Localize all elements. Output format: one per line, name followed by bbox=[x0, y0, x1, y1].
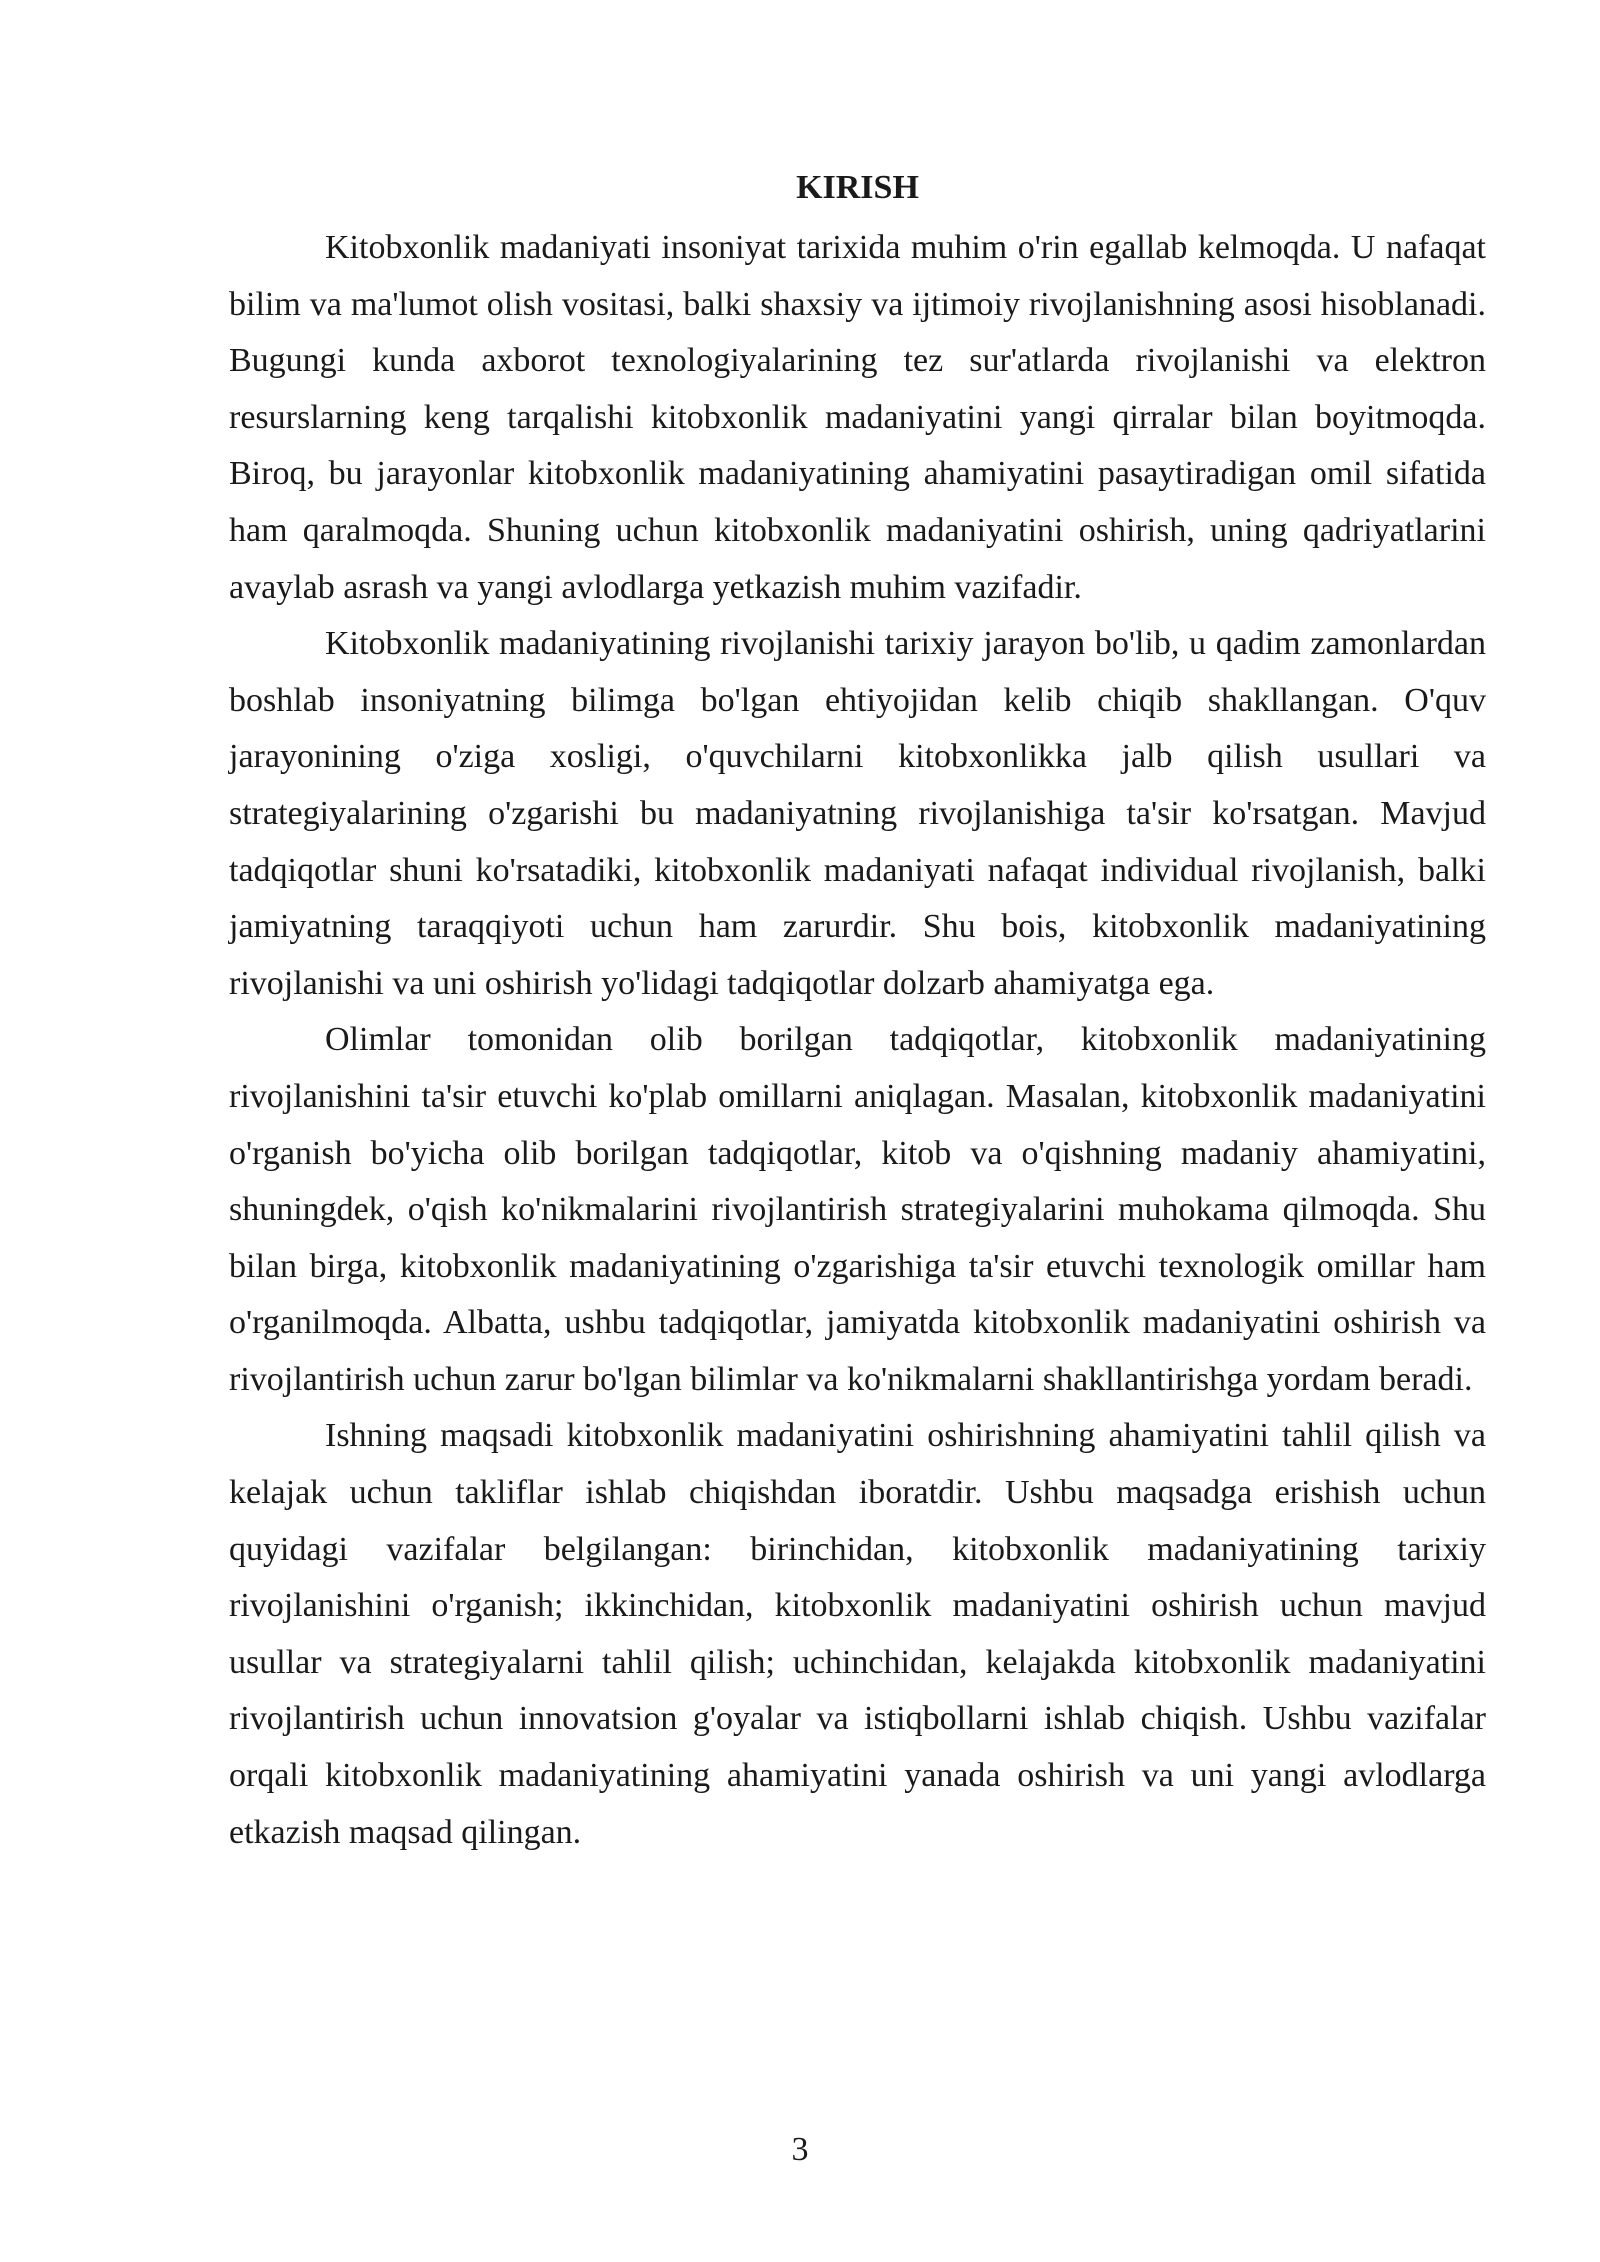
paragraph-4: Ishning maqsadi kitobxonlik madaniyatini oshirishning ahamiyatini tahlil qilish va kelajak uchun takliflar ishlab chiqishdan iboratdir. Ushbu maqsadga erishish uchun quyidagi vazifalar belgilangan: birinchidan, kitobxonlik madaniyatining tarixiy rivojlanishini o'rganish; ikkinchidan, kitobxonlik madaniyatini oshirish uchun mavjud usullar va strategiyalarni tahlil qilish; uchinchidan, kelajakda kitobxonlik madaniyatini rivojlantirish uchun innovatsion g'oyalar va istiqbollarni ishlab chiqish. Ushbu vazifalar orqali kitobxonlik madaniyatining ahamiyatini yanada oshirish va uni yangi avlodlarga etkazish maqsad qilingan. bbox=[229, 1417, 1486, 1851]
paragraph-3: Olimlar tomonidan olib borilgan tadqiqotlar, kitobxonlik madaniyatining rivojlanishini ta'sir etuvchi ko'plab omillarni aniqlagan. Masalan, kitobxonlik madaniyatini o'rganish bo'yicha olib borilgan tadqiqotlar, kitob va o'qishning madaniy ahamiyatini, shuningdek, o'qish ko'nikmalarini rivojlantirish strategiyalarini muhokama qilmoqda. Shu bilan birga, kitobxonlik madaniyatining o'zgarishiga ta'sir etuvchi texnologik omillar ham o'rganilmoqda. Albatta, ushbu tadqiqotlar, jamiyatda kitobxonlik madaniyatini oshirish va rivojlantirish uchun zarur bo'lgan bilimlar va ko'nikmalarni shakllantirishga yordam beradi. bbox=[229, 1021, 1486, 1398]
page-content bbox=[229, 160, 1486, 1861]
page-title: KIRISH bbox=[796, 169, 919, 206]
paragraph-1: Kitobxonlik madaniyati insoniyat tarixida muhim o'rin egallab kelmoqda. U nafaqat bilim va ma'lumot olish vositasi, balki shaxsiy va ijtimoiy rivojlanishning asosi hisoblanadi. Bugungi kunda axborot texnologiyalarining tez sur'atlarda rivojlanishi va elektron resurslarning keng tarqalishi kitobxonlik madaniyatini yangi qirralar bilan boyitmoqda. Biroq, bu jarayonlar kitobxonlik madaniyatining ahamiyatini pasaytiradigan omil sifatida ham qaralmoqda. Shuning uchun kitobxonlik madaniyatini oshirish, uning qadriyatlarini avaylab asrash va yangi avlodlarga yetkazish muhim vazifadir. bbox=[229, 229, 1486, 606]
paragraph-2: Kitobxonlik madaniyatining rivojlanishi tarixiy jarayon bo'lib, u qadim zamonlardan boshlab insoniyatning bilimga bo'lgan ehtiyojidan kelib chiqib shakllangan. O'quv jarayonining o'ziga xosligi, o'quvchilarni kitobxonlikka jalb qilish usullari va strategiyalarining o'zgarishi bu madaniyatning rivojlanishiga ta'sir ko'rsatgan. Mavjud tadqiqotlar shuni ko'rsatadiki, kitobxonlik madaniyati nafaqat individual rivojlanish, balki jamiyatning taraqqiyoti uchun ham zarurdir. Shu bois, kitobxonlik madaniyatining rivojlanishi va uni oshirish yo'lidagi tadqiqotlar dolzarb ahamiyatga ega. bbox=[229, 625, 1486, 1002]
page-number: 3 bbox=[791, 2131, 809, 2168]
